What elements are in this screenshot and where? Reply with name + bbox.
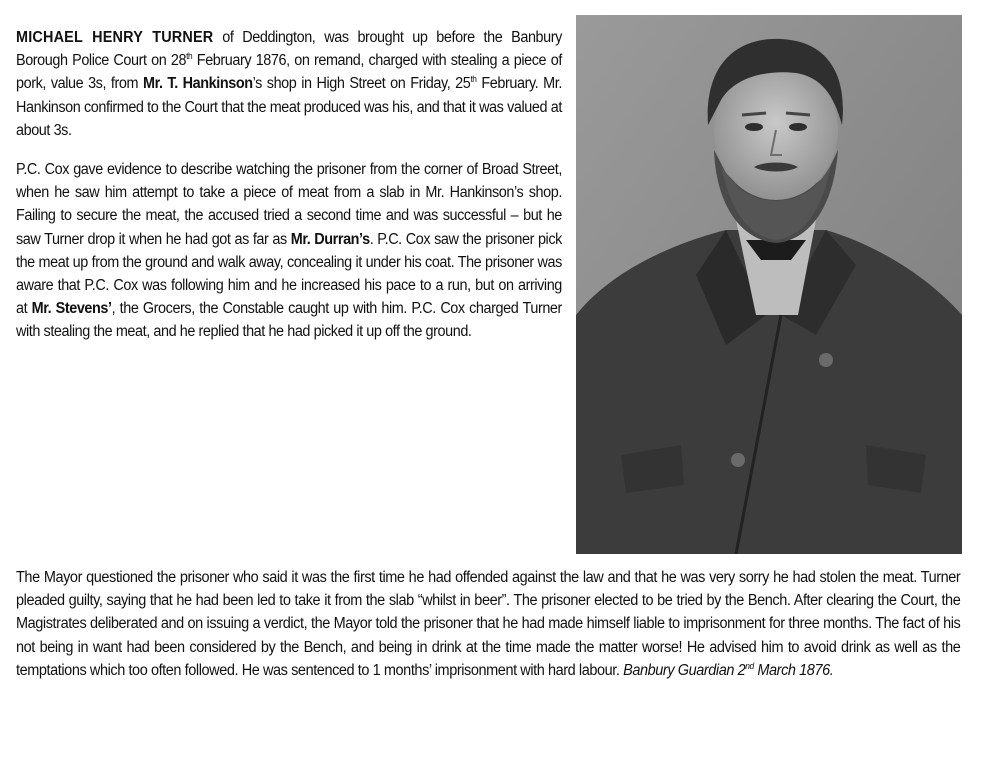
text-run: February. Mr. Hankinson confirmed to the Court that the meat produced was his, and that it was valued at about 3s. <box>16 75 562 139</box>
ordinal-suffix: nd <box>745 660 754 671</box>
paragraph-verdict <box>16 566 960 682</box>
text-run: February 1876, on remand, charged with stealing a piece of pork, value 3s, from <box>16 52 562 93</box>
ordinal-suffix: th <box>186 51 193 62</box>
article-upper-column <box>16 26 562 360</box>
portrait-photograph <box>576 15 962 554</box>
paragraph-arrest <box>16 26 562 142</box>
text-run: of Deddington, was brought up before the Banbury Borough Police Court on 28 <box>16 29 562 70</box>
text-run: P.C. Cox gave evidence to describe watching the prisoner from the corner of Broad Street, when he saw him attempt to take a piece of meat from a slab in Mr. Hankinson’s shop. Failing to secure the meat, the accused tried a second time and was successful – but he saw Turner drop it when he had got as far as <box>16 161 562 248</box>
ordinal-suffix: th <box>470 74 477 85</box>
bold-name: Mr. T. Hankinson <box>142 75 253 93</box>
article-lower-paragraph <box>16 566 960 682</box>
text-run: The Mayor questioned the prisoner who said it was the first time he had offended against the law and that he was very sorry he had stolen the meat. Turner pleaded guilty, saying that he had been led to take it from the slab “whilst in beer”. The prisoner elected to be tried by the Bench. After clearing the Court, the Magistrates deliberated and on issuing a verdict, the Mayor told the prisoner that he had made himself liable to imprisonment for three months. The fact of his not being in want had been considered by the Bench, and being in drink at the time made the matter worse! He advised him to avoid drink as well as the temptations which too often followed. He was sentenced to 1 months’ imprisonment with hard labour. <box>16 569 961 679</box>
paragraph-evidence <box>16 158 562 344</box>
text-run: , the Grocers, the Constable caught up with him. P.C. Cox charged Turner with stealing the meat, and he replied that he had picked it up off the ground. <box>16 300 562 341</box>
bold-name: Mr. Durran’s <box>290 230 370 248</box>
portrait-image <box>576 15 962 554</box>
subject-name: MICHAEL HENRY TURNER <box>16 29 214 46</box>
source-title: Banbury Guardian 2 <box>623 661 746 679</box>
text-run: . P.C. Cox saw the prisoner pick the meat up from the ground and walk away, concealing it under his coat. The prisoner was aware that P.C. Cox was following him and he increased his pace to a run, but on arriving at <box>16 230 562 318</box>
source-citation <box>623 662 833 679</box>
text-run: ’s shop in High Street on Friday, 25 <box>252 75 471 93</box>
source-date: March 1876. <box>753 661 834 679</box>
bold-name: Mr. Stevens’ <box>31 300 112 318</box>
